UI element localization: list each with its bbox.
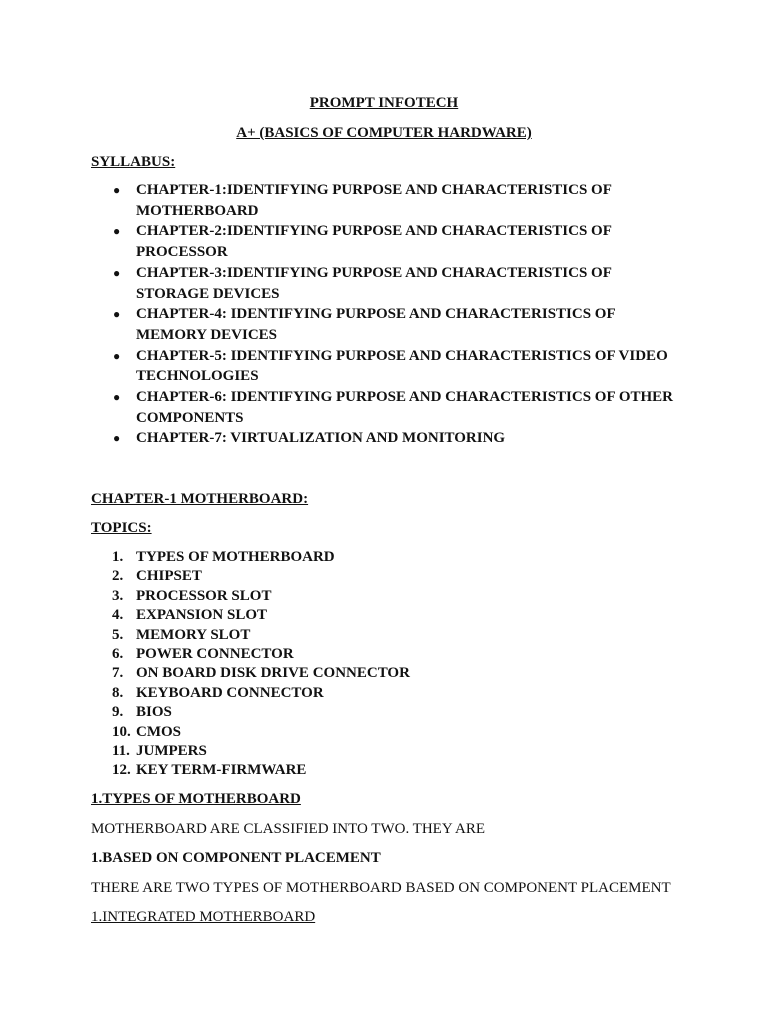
integrated-motherboard-heading: 1.INTEGRATED MOTHERBOARD (91, 909, 316, 925)
topic-text: JUMPERS (136, 743, 207, 760)
syllabus-item (0, 263, 768, 304)
section1-intro: MOTHERBOARD ARE CLASSIFIED INTO TWO. THEY ARE (91, 821, 486, 837)
topic-number: 9. (112, 704, 124, 721)
topic-text: KEY TERM-FIRMWARE (136, 762, 307, 779)
bullet-icon: ● (113, 348, 121, 363)
syllabus-list (0, 180, 768, 449)
syllabus-item-text: CHAPTER-6: IDENTIFYING PURPOSE AND CHARACTERISTICS OF OTHER COMPONENTS (136, 389, 674, 426)
syllabus-item-text: CHAPTER-5: IDENTIFYING PURPOSE AND CHARACTERISTICS OF VIDEO TECHNOLOGIES (136, 347, 668, 385)
topic-text: EXPANSION SLOT (136, 607, 268, 624)
topic-number: 11. (112, 743, 130, 760)
topic-number: 12. (112, 762, 131, 779)
syllabus-item (0, 428, 768, 449)
topic-item (0, 587, 768, 606)
topic-item (0, 664, 768, 683)
course-title: A+ (BASICS OF COMPUTER HARDWARE) (236, 125, 532, 141)
section1-heading: 1.TYPES OF MOTHERBOARD (91, 791, 301, 807)
topics-heading: TOPICS: (91, 520, 152, 536)
syllabus-item (0, 387, 768, 428)
bullet-icon: ● (113, 431, 121, 446)
topic-text: KEYBOARD CONNECTOR (136, 684, 324, 701)
syllabus-item-text: CHAPTER-3:IDENTIFYING PURPOSE AND CHARACTERISTICS OF STORAGE DEVICES (136, 264, 612, 302)
topic-item (0, 703, 768, 722)
topic-number: 2. (112, 568, 124, 585)
topic-text: ON BOARD DISK DRIVE CONNECTOR (136, 665, 410, 682)
syllabus-heading: SYLLABUS: (91, 154, 176, 170)
topic-number: 3. (112, 587, 124, 604)
topic-text: TYPES OF MOTHERBOARD (136, 549, 335, 565)
topic-item (0, 761, 768, 780)
subsection-heading: 1.BASED ON COMPONENT PLACEMENT (91, 850, 381, 866)
syllabus-item-text: CHAPTER-2:IDENTIFYING PURPOSE AND CHARACTERISTICS OF PROCESSOR (136, 223, 612, 261)
topic-text: PROCESSOR SLOT (136, 587, 272, 604)
topic-number: 6. (112, 646, 124, 663)
topic-item (0, 684, 768, 703)
topic-item (0, 548, 768, 567)
subsection-text: THERE ARE TWO TYPES OF MOTHERBOARD BASED ON COMPONENT PLACEMENT (91, 880, 671, 896)
syllabus-item (0, 180, 768, 221)
topic-item (0, 567, 768, 586)
topic-text: CMOS (136, 723, 181, 740)
topic-number: 8. (112, 684, 124, 701)
syllabus-item-text: CHAPTER-1:IDENTIFYING PURPOSE AND CHARACTERISTICS OF MOTHERBOARD (136, 182, 612, 219)
chapter1-heading: CHAPTER-1 MOTHERBOARD: (91, 491, 309, 507)
topic-number: 1. (112, 549, 124, 565)
bullet-icon: ● (113, 224, 121, 239)
topic-item (0, 626, 768, 645)
syllabus-item (0, 304, 768, 345)
topic-item (0, 723, 768, 742)
org-title: PROMPT INFOTECH (309, 95, 459, 111)
topic-number: 4. (112, 607, 124, 624)
syllabus-item-text: CHAPTER-4: IDENTIFYING PURPOSE AND CHARACTERISTICS OF MEMORY DEVICES (136, 306, 616, 343)
topics-list (0, 548, 768, 781)
topic-item (0, 606, 768, 625)
bullet-icon: ● (113, 390, 121, 405)
bullet-icon: ● (113, 183, 121, 197)
topic-text: POWER CONNECTOR (136, 646, 294, 663)
topic-item (0, 645, 768, 664)
topic-number: 5. (112, 626, 124, 643)
topic-text: BIOS (136, 704, 172, 721)
bullet-icon: ● (113, 265, 121, 280)
topic-item (0, 742, 768, 761)
syllabus-item (0, 346, 768, 387)
topic-number: 7. (112, 665, 124, 682)
syllabus-item-text: CHAPTER-7: VIRTUALIZATION AND MONITORING (136, 430, 506, 447)
bullet-icon: ● (113, 307, 121, 322)
topic-text: MEMORY SLOT (136, 626, 251, 643)
syllabus-item (0, 221, 768, 262)
topic-text: CHIPSET (136, 568, 202, 585)
topic-number: 10. (112, 723, 131, 740)
